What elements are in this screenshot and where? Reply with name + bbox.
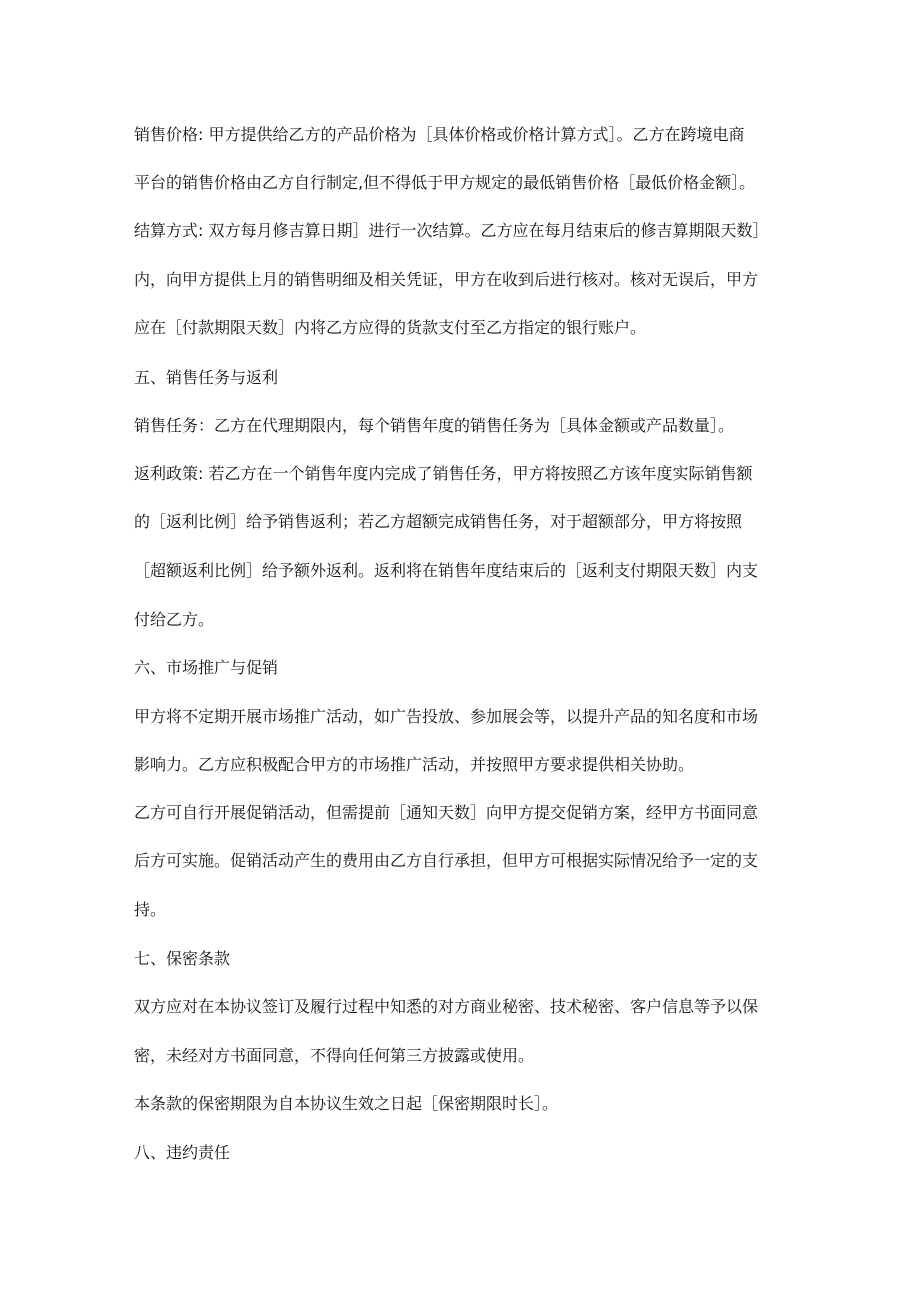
section-heading: 六、市场推广与促销 <box>134 658 279 677</box>
text-line: ［超额返利比例］给予额外返利。返利将在销售年度结束后的［返利支付期限天数］内支 <box>134 561 759 580</box>
text-line: 应在［付款期限天数］内将乙方应得的货款支付至乙方指定的银行账户。 <box>134 318 647 337</box>
text-line: 销售任务：乙方在代理期限内，每个销售年度的销售任务为［具体金额或产品数量］。 <box>134 416 735 435</box>
text-line: 结算方式: 双方每月修吉算日期］进行一次结算。乙方应在每月结束后的修吉算期限天数］ <box>134 221 769 240</box>
section-heading: 五、销售任务与返利 <box>134 368 279 387</box>
text-line: 返利政策: 若乙方在一个销售年度内完成了销售任务，甲方将按照乙方该年度实际销售额 <box>134 464 753 483</box>
text-line: 影响力。乙方应积极配合甲方的市场推广活动，并按照甲方要求提供相关协助。 <box>134 755 695 774</box>
section-heading: 七、保密条款 <box>134 949 231 968</box>
text-line: 平台的销售价格由乙方自行制定,但不得低于甲方规定的最低销售价格［最低价格金额］。 <box>134 173 756 192</box>
text-line: 持。 <box>134 900 167 919</box>
text-line: 密，未经对方书面同意，不得向任何第三方披露或使用。 <box>134 1046 535 1065</box>
text-line: 内，向甲方提供上月的销售明细及相关凭证，甲方在收到后进行核对。核对无误后，甲方 <box>134 270 759 289</box>
text-line: 双方应对在本协议签订及履行过程中知悉的对方商业秘密、技术秘密、客户信息等予以保 <box>134 997 759 1016</box>
section-heading: 八、违约责任 <box>134 1143 231 1162</box>
text-line: 付给乙方。 <box>134 610 215 629</box>
text-line: 乙方可自行开展促销活动，但需提前［通知天数］向甲方提交促销方案，经甲方书面同意 <box>134 803 759 822</box>
text-line: 甲方将不定期开展市场推广活动，如广告投放、参加展会等，以提升产品的知名度和市场 <box>134 707 759 726</box>
text-line: 销售价格: 甲方提供给乙方的产品价格为［具体价格或价格计算方式］。乙方在跨境电商 <box>134 125 745 144</box>
text-line: 的［返利比例］给予销售返利；若乙方超额完成销售任务，对于超额部分，甲方将按照 <box>134 512 743 531</box>
text-line: 本条款的保密期限为自本协议生效之日起［保密期限时长］。 <box>134 1094 559 1113</box>
text-line: 后方可实施。促销活动产生的费用由乙方自行承担，但甲方可根据实际情况给予一定的支 <box>134 851 759 870</box>
